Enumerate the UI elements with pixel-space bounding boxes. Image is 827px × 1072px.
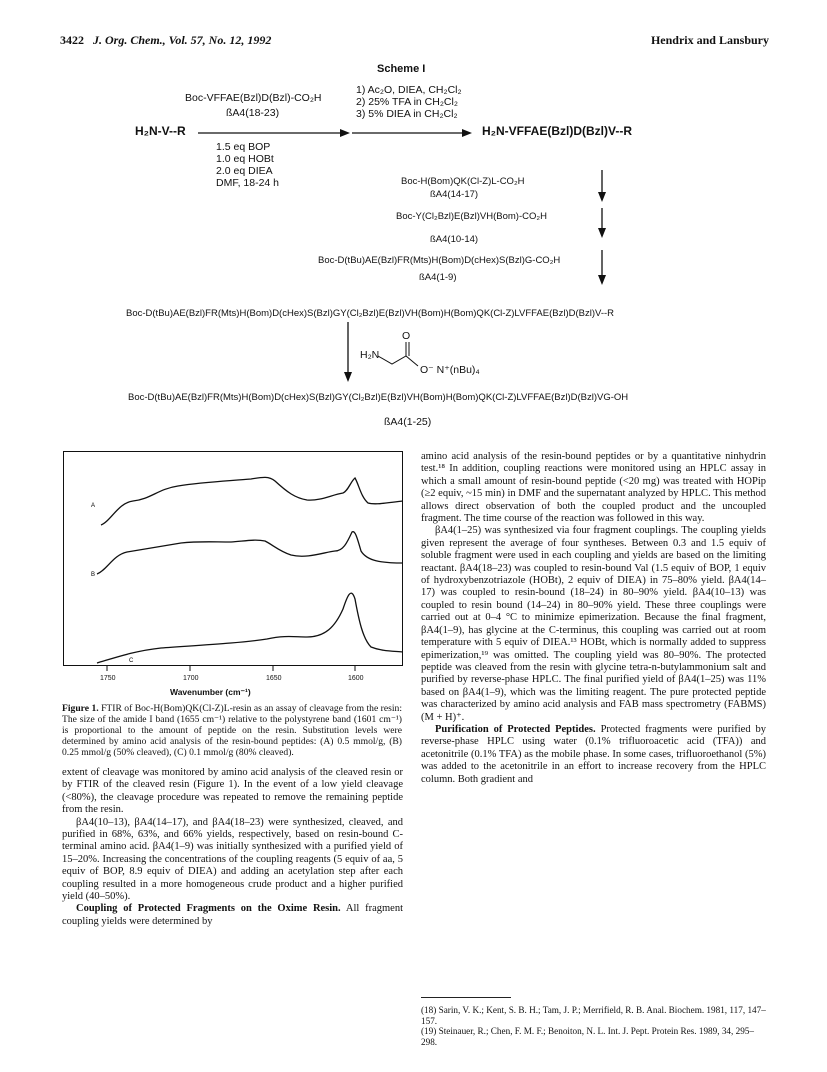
journal-citation: J. Org. Chem., Vol. 57, No. 12, 1992 xyxy=(93,33,272,47)
scheme-title: Scheme I xyxy=(377,63,426,75)
arrow-coupling-1-head xyxy=(340,129,350,137)
scheme-fragment-14-17: Boc-H(Bom)QK(Cl-Z)L-CO₂H xyxy=(401,176,525,187)
trace-c-label: C xyxy=(129,658,134,664)
arrow-down-1-head xyxy=(598,192,606,202)
section-heading-coupling: Coupling of Protected Fragments on the Oxime Resin. xyxy=(76,903,341,915)
right-paragraph-3 xyxy=(421,724,766,786)
scheme-reagent-amine: H₂N xyxy=(360,349,380,361)
scheme-fragment-10-14-id: ßA4(10-14) xyxy=(430,234,479,245)
footnote-18: (18) Sarin, V. K.; Kent, S. B. H.; Tam, J. P.; Merrifield, R. B. Anal. Biochem. 1981, 117, 147–157. xyxy=(421,1005,766,1026)
trace-b-label: B xyxy=(91,572,96,578)
ftir-figure xyxy=(63,451,403,666)
section-heading-purification: Purification of Protected Peptides. xyxy=(435,723,596,735)
right-column xyxy=(421,451,766,786)
scheme-step-1: 1) Ac₂O, DIEA, CH₂Cl₂ xyxy=(356,84,462,96)
scheme-fragment-10-14: Boc-Y(Cl₂Bzl)E(Bzl)VH(Bom)-CO₂H xyxy=(396,211,547,222)
arrow-cleavage-head xyxy=(344,372,352,382)
right-paragraph-2: βA4(1–25) was synthesized via four fragment couplings. The coupling yields given represent the average of four syntheses. Between 0.3 and 1.5 equiv of soluble fragment were used in each coupling and yields are based on the limiting reactant. βA4(18–23) was coupled to resin-bound Val (1.5 equiv of BOP, 1 equiv of hydroxybenzotriazole (HOBt), 2 equiv of DIEA) in 75–80% yield. βA4(14–17) was coupled to resin-bound (18–24) in 80–90% yield. βA4(10–13) was coupled to resin bound (14–24) in 80–90% yield. These three couplings were carried out at 0–4 °C to minimize epimerization. Because the final fragment, βA4(1–9), has glycine at the C-terminus, this coupling was carried out at room temperature with 5 equiv of DIEA.¹³ HOBt, which is normally added to suppress epimerization,¹⁹ was omitted. The coupling yield was 80–90%. The protected peptide was cleaved from the resin with glycine tetra-n-butylammonium salt and purified by reverse-phase HPLC. The final purified yield of βA4(1–25) was 11% based on βA4(1–9), which was the limiting reagent. The pure protected peptide was characterized by amino acid analysis and FAB mass spectrometry (FABMS) (M + H)⁺. xyxy=(421,525,766,723)
right-paragraph-1: amino acid analysis of the resin-bound peptides or by a quantitative ninhydrin test.¹⁸ In addition, coupling reactions were monitored using an HPLC assay in which a small amount of resin-bound peptide (<20 mg) was treated with HOPip (≥2 equiv, ~15 min) in DMF and the supernatant analyzed by HPLC. This method allows direct observation of both the coupled product and the uncoupled fragment. The time course of the reaction was followed in this way. xyxy=(421,451,766,525)
left-paragraph-3-text: All fragment coupling yields were determined by xyxy=(62,903,403,927)
scheme-final-product: Boc-D(tBu)AE(Bzl)FR(Mts)H(Bom)D(cHex)S(Bzl)GY(Cl₂Bzl)E(Bzl)VH(Bom)H(Bom)QK(Cl-Z)LVFFAE(Bzl)D(Bzl)VG-OH xyxy=(128,392,629,403)
scheme-step-3: 3) 5% DIEA in CH₂Cl₂ xyxy=(356,108,458,120)
trace-a-line xyxy=(101,477,403,525)
figure-caption xyxy=(62,703,402,758)
scheme-condition-2: 1.0 eq HOBt xyxy=(216,153,274,165)
footnote-rule xyxy=(421,997,511,998)
scheme-fragment-1-9-id: ßA4(1-9) xyxy=(419,272,457,283)
x-axis-label: Wavenumber (cm⁻¹) xyxy=(170,687,251,697)
tick-1600: 1600 xyxy=(348,675,364,682)
footnotes xyxy=(421,1005,766,1047)
scheme-final-id: ßA4(1-25) xyxy=(384,416,432,428)
scheme-condition-1: 1.5 eq BOP xyxy=(216,141,271,153)
caption-text: FTIR of Boc-H(Bom)QK(Cl-Z)L-resin as an assay of cleavage from the resin: The size of the amide I band (1655 cm⁻¹) relative to the polystyrene band (1601 cm⁻¹) is proportional to the amount of peptide on the resin. Substitution levels were determined by amino acid analysis of the resin-bound peptides: (A) 0.5 mmol/g, (B) 0.25 mmol/g (50% cleaved), (C) 0.1 mmol/g (80% cleaved). xyxy=(62,703,402,758)
scheme-product-1: H₂N-VFFAE(Bzl)D(Bzl)V--R xyxy=(482,124,632,138)
left-paragraph-1: extent of cleavage was monitored by amino acid analysis of the cleaved resin or by FTIR of the cleaved resin (Figure 1). In the event of a low yield cleavage (<80%), the cleavage procedure was repeated to remove the remaining peptide from the resin. xyxy=(62,767,403,816)
tick-1700: 1700 xyxy=(183,675,199,682)
scheme-reagent-carbonyl-o: O xyxy=(402,330,411,342)
scheme-resin-bound-product: Boc-D(tBu)AE(Bzl)FR(Mts)H(Bom)D(cHex)S(Bzl)GY(Cl₂Bzl)E(Bzl)VH(Bom)H(Bom)QK(Cl-Z)LVFFAE(Bzl)D(Bzl)V--R xyxy=(126,308,615,319)
scheme-fragment-14-17-id: ßA4(14-17) xyxy=(430,189,479,200)
scheme-step-2: 2) 25% TFA in CH₂Cl₂ xyxy=(356,96,458,108)
arrow-deprotect-head xyxy=(462,129,472,137)
left-column xyxy=(62,767,403,928)
header-authors: Hendrix and Lansbury xyxy=(650,33,769,47)
scheme-fragment-1-9: Boc-D(tBu)AE(Bzl)FR(Mts)H(Bom)D(cHex)S(Bzl)G-CO₂H xyxy=(318,255,561,266)
scheme-fragment-18-23-id: ßA4(18-23) xyxy=(226,107,280,119)
left-paragraph-3 xyxy=(62,903,403,928)
scheme-condition-3: 2.0 eq DIEA xyxy=(216,165,273,177)
right-paragraph-3-text: Protected fragments were purified by reverse-phase HPLC using water (0.1% trifluoroacetic acid (TFA)) and acetonitrile (0.1% TFA) as the mobile phase. In some cases, trifluoroethanol (5%) was added to the acetonitrile in an effort to increase recovery from the HPLC column. Both gradient and xyxy=(421,723,766,785)
left-paragraph-2: βA4(10–13), βA4(14–17), and βA4(18–23) were synthesized, cleaved, and purified in 68%, 63%, and 66% yields, respectively, based on resin-bound C-terminal amino acid. βA4(1–9) was initially synthesized with a purified yield of 15–20%. Increasing the concentrations of the coupling reagents (5 equiv of aa, 5 equiv of BOP, 8.9 equiv of DIEA) and adding an acetylation step after each coupling resulted in a more homogeneous crude product and a higher purified yield (40–50%). xyxy=(62,816,403,903)
footnote-19: (19) Steinauer, R.; Chen, F. M. F.; Benoiton, N. L. Int. J. Pept. Protein Res. 1989, 34, 295–298. xyxy=(421,1026,754,1047)
trace-b-line xyxy=(97,532,403,574)
trace-a-label: A xyxy=(91,503,96,509)
trace-c-line xyxy=(97,593,403,663)
caption-label: Figure 1. xyxy=(62,703,99,714)
arrow-down-3-head xyxy=(598,275,606,285)
scheme-fragment-18-23: Boc-VFFAE(Bzl)D(Bzl)-CO₂H xyxy=(185,92,322,104)
scheme-reagent-salt: O⁻ N⁺(nBu)₄ xyxy=(420,364,480,376)
page-number: 3422 xyxy=(60,33,84,47)
tick-1650: 1650 xyxy=(266,675,282,682)
scheme-start-resin: H₂N-V--R xyxy=(135,124,186,138)
scheme-condition-4: DMF, 18-24 h xyxy=(216,177,280,189)
arrow-down-2-head xyxy=(598,228,606,238)
glycine-skeleton xyxy=(378,356,418,366)
tick-1750: 1750 xyxy=(100,675,116,682)
